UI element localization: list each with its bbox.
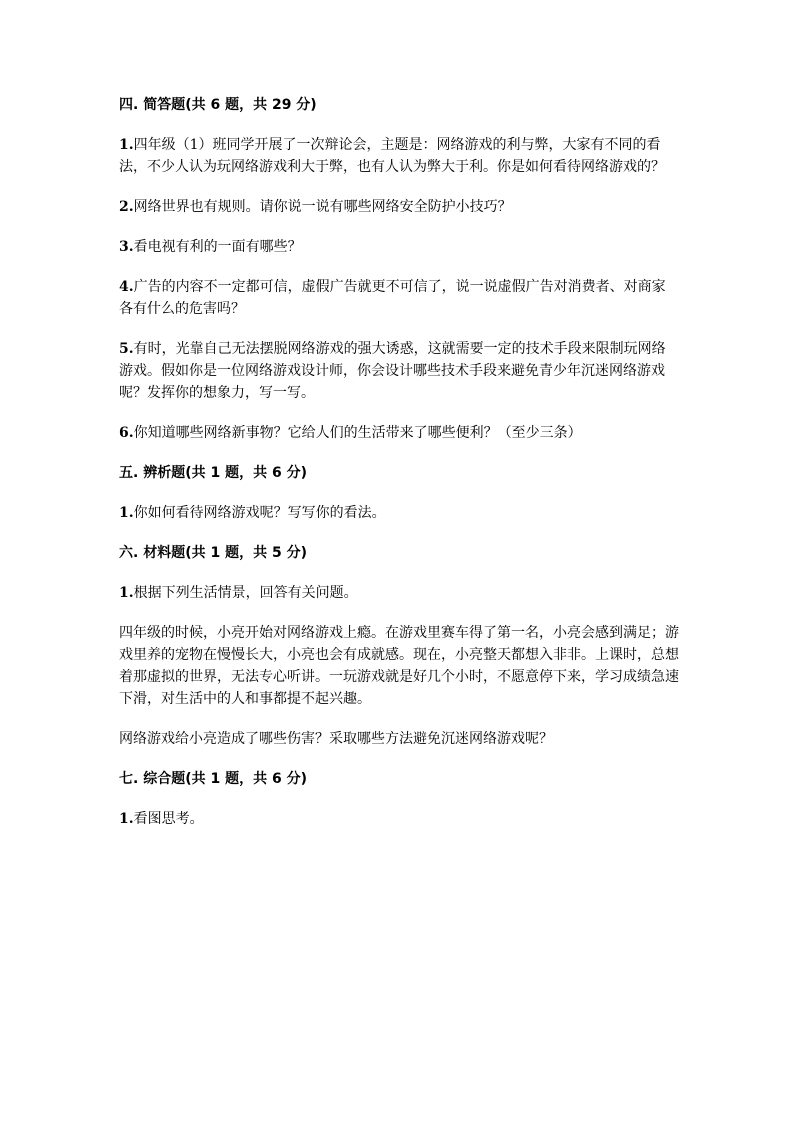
question-item [119,338,679,404]
question-number: 5. [119,341,134,357]
question-text: 你知道哪些网络新事物？它给人们的生活带来了哪些便利？（至少三条） [133,425,582,441]
document-page [119,94,679,848]
question-text: 广告的内容不一定都可信，虚假广告就更不可信了，说一说虚假广告对消费者、对商家各有什么的危害吗？ [119,279,666,317]
section-heading-comprehensive: 七. 综合题(共 1 题，共 6 分) [119,771,307,787]
question-text: 看电视有利的一面有哪些？ [133,239,302,255]
question-item [119,236,679,258]
question-item [119,134,679,178]
question-text: 你如何看待网络游戏呢？写写你的看法。 [133,505,386,521]
question-text: 网络世界也有规则。请你说一说有哪些网络安全防护小技巧？ [133,199,512,215]
question-text: 四年级（1）班同学开展了一次辩论会，主题是：网络游戏的利与弊，大家有不同的看法，不少人认为玩网络游戏利大于弊，也有人认为弊大于利。你是如何看待网络游戏的？ [119,137,665,175]
section-heading-short-answer: 四. 简答题(共 6 题，共 29 分) [119,97,317,113]
question-item [119,502,679,524]
question-text: 根据下列生活情景，回答有关问题。 [133,585,358,601]
question-number: 6. [119,425,134,441]
question-item [119,196,679,218]
question-number: 1. [119,137,134,153]
material-question: 网络游戏给小亮造成了哪些伤害？采取哪些方法避免沉迷网络游戏呢？ [119,731,553,747]
question-text: 看图思考。 [133,811,204,827]
question-number: 4. [119,279,134,295]
section-heading-analysis: 五. 辨析题(共 1 题，共 6 分) [119,465,307,481]
question-number: 1. [119,585,134,601]
question-item [119,808,679,830]
question-text: 有时，光靠自己无法摆脱网络游戏的强大诱惑，这就需要一定的技术手段来限制玩网络游戏。假如你是一位网络游戏设计师，你会设计哪些技术手段来避免青少年沉迷网络游戏呢？发挥你的想象力，写一写。 [119,341,666,401]
material-passage: 四年级的时候，小亮开始对网络游戏上瘾。在游戏里赛车得了第一名，小亮会感到满足；游戏里养的宠物在慢慢长大，小亮也会有成就感。现在，小亮整天都想入非非。上课时，总想着那虚拟的世界，无法专心听讲。一玩游戏就是好几个小时，不愿意停下来，学习成绩急速下滑，对生活中的人和事都提不起兴趣。 [119,625,679,707]
section-heading-material: 六. 材料题(共 1 题，共 5 分) [119,545,307,561]
question-item [119,422,679,444]
question-number: 3. [119,239,134,255]
question-item [119,582,679,604]
question-number: 1. [119,811,134,827]
question-number: 2. [119,199,134,215]
question-number: 1. [119,505,134,521]
question-item [119,276,679,320]
